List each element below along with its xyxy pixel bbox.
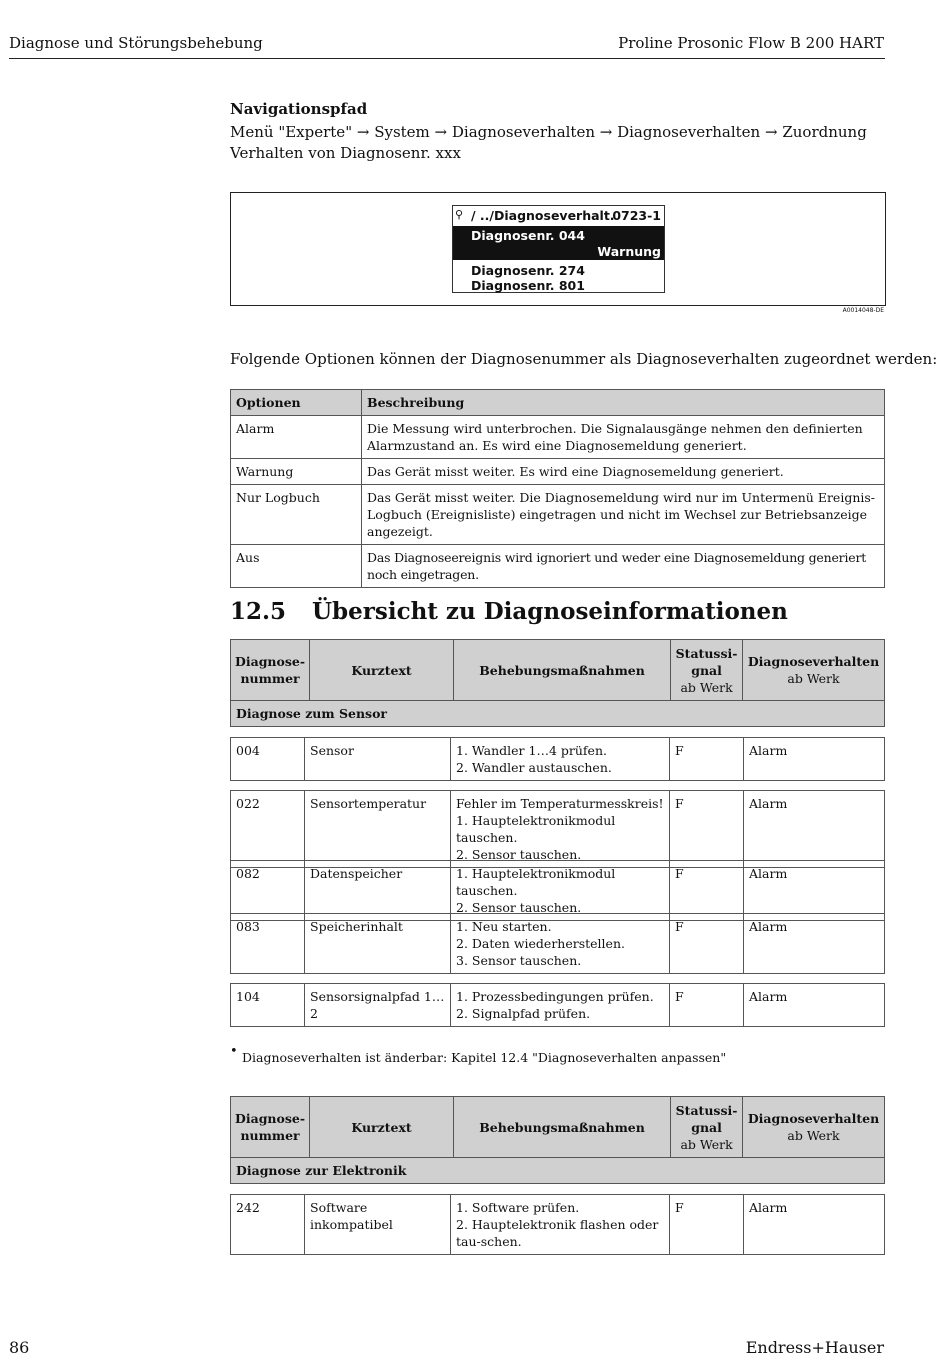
diag-status: F: [670, 1195, 744, 1255]
group-label: Diagnose zum Sensor: [231, 701, 885, 727]
table-row: [231, 485, 885, 545]
remedy-line: 3. Sensor tauschen.: [456, 953, 582, 968]
option-name: Nur Logbuch: [231, 485, 362, 545]
col-diagnoseverhalten-sub: ab Werk: [787, 1128, 840, 1143]
table-row: [231, 416, 885, 459]
diag-remedy: [451, 861, 670, 921]
table-row: [230, 790, 885, 868]
remedy-line: 1. Software prüfen.: [456, 1200, 580, 1215]
display-item: Diagnosenr. 801: [471, 278, 585, 293]
section-number: 12.5: [230, 598, 287, 625]
options-header-option: Optionen: [231, 390, 362, 416]
remedy-line: 1. Neu starten.: [456, 919, 552, 934]
diag-short-text: Sensor: [305, 738, 451, 781]
diag-number: 242: [231, 1195, 305, 1255]
footnote-text: Diagnoseverhalten ist änderbar: Kapitel 12.4 "Diagnoseverhalten anpassen": [242, 1050, 727, 1065]
table-row: [230, 983, 885, 1027]
header-rule: [9, 58, 885, 59]
option-description: Das Diagnoseereignis wird ignoriert und weder eine Diagnosemeldung generiert noch eingetragen.: [362, 545, 885, 588]
tool-icon: ⚲: [455, 208, 464, 221]
option-description: Das Gerät misst weiter. Die Diagnosemeldung wird nur im Untermenü Ereignis-Logbuch (Ereignisliste) eingetragen und nicht im Wechsel zur Betriebsanzeige angezeigt.: [362, 485, 885, 545]
col-behebung: Behebungsmaßnahmen: [454, 1097, 671, 1158]
remedy-line: 1. Hauptelektronikmodul tauschen.: [456, 866, 616, 898]
diag-behavior: Alarm: [744, 1195, 885, 1255]
col-diagnose-nummer: Diagnose-nummer: [231, 1097, 310, 1158]
footnote: [230, 1044, 727, 1065]
nav-path-title: Navigationspfad: [230, 100, 368, 118]
table-row: [230, 737, 885, 781]
page-number: 86: [9, 1338, 30, 1357]
diag-behavior: Alarm: [744, 984, 885, 1027]
section-title: Übersicht zu Diagnoseinformationen: [312, 598, 788, 625]
display-header: [453, 206, 664, 225]
remedy-line: 2. Sensor tauschen.: [456, 900, 582, 915]
table-row: [231, 545, 885, 588]
header-section-title: Diagnose und Störungsbehebung: [9, 34, 263, 52]
diag-remedy: [451, 738, 670, 781]
diag-status: F: [670, 984, 744, 1027]
option-description: Das Gerät misst weiter. Es wird eine Diagnosemeldung generiert.: [362, 459, 885, 485]
options-table: [230, 389, 885, 588]
section-heading: [230, 598, 788, 625]
col-kurztext: Kurztext: [310, 640, 454, 701]
col-statussignal: [671, 640, 743, 701]
options-intro: Folgende Optionen können der Diagnosenummer als Diagnoseverhalten zugeordnet werden:: [230, 350, 938, 368]
option-name: Alarm: [231, 416, 362, 459]
diag-remedy: [451, 1195, 670, 1255]
col-diagnoseverhalten-label: Diagnoseverhalten: [747, 1111, 880, 1126]
diag-behavior: Alarm: [744, 914, 885, 974]
diag-status: F: [670, 738, 744, 781]
col-behebung: Behebungsmaßnahmen: [454, 640, 671, 701]
table-row: [230, 860, 885, 921]
col-diagnoseverhalten-sub: ab Werk: [787, 671, 840, 686]
remedy-line: 2. Wandler austauschen.: [456, 760, 612, 775]
display-figure: [230, 192, 886, 306]
diag-behavior: Alarm: [744, 738, 885, 781]
col-statussignal-label: Statussi-gnal: [675, 645, 738, 678]
remedy-line: 2. Daten wiederherstellen.: [456, 936, 625, 951]
options-header-description: Beschreibung: [362, 390, 885, 416]
col-diagnoseverhalten: [743, 640, 885, 701]
electronics-table-header: [230, 1096, 885, 1184]
footnote-marker: •: [230, 1044, 238, 1059]
diag-number: 104: [231, 984, 305, 1027]
diag-status: F: [670, 791, 744, 868]
col-diagnoseverhalten: [743, 1097, 885, 1158]
option-name: Aus: [231, 545, 362, 588]
display-selected-name: Diagnosenr. 044: [471, 228, 585, 243]
diag-short-text: Sensorsignalpfad 1…2: [305, 984, 451, 1027]
remedy-line: 1. Wandler 1…4 prüfen.: [456, 743, 607, 758]
remedy-line: 2. Signalpfad prüfen.: [456, 1006, 591, 1021]
diag-short-text: Speicherinhalt: [305, 914, 451, 974]
remedy-line: 2. Sensor tauschen.: [456, 847, 582, 862]
diag-number: 004: [231, 738, 305, 781]
diag-status: F: [670, 861, 744, 921]
diag-short-text: Datenspeicher: [305, 861, 451, 921]
diag-remedy: [451, 791, 670, 868]
diag-number: 082: [231, 861, 305, 921]
col-kurztext: Kurztext: [310, 1097, 454, 1158]
diag-behavior: Alarm: [744, 791, 885, 868]
table-row: [230, 913, 885, 974]
remedy-line: Fehler im Temperaturmesskreis!: [456, 796, 664, 811]
col-diagnose-nummer: Diagnose-nummer: [231, 640, 310, 701]
display-header-code: 0723-1: [612, 208, 661, 223]
diag-number: 083: [231, 914, 305, 974]
col-statussignal: [671, 1097, 743, 1158]
display-selected-item: [453, 226, 664, 260]
diag-short-text: Sensortemperatur: [305, 791, 451, 868]
diag-status: F: [670, 914, 744, 974]
option-description: Die Messung wird unterbrochen. Die Signalausgänge nehmen den definierten Alarmzustand an. Es wird eine Diagnosemeldung generiert.: [362, 416, 885, 459]
col-diagnoseverhalten-label: Diagnoseverhalten: [747, 654, 880, 669]
table-row: [231, 459, 885, 485]
display-selected-value: Warnung: [597, 244, 661, 259]
device-display: [452, 205, 665, 293]
col-statussignal-sub: ab Werk: [680, 1136, 733, 1152]
table-row: [230, 1194, 885, 1255]
diag-remedy: [451, 984, 670, 1027]
remedy-line: 1. Hauptelektronikmodul tauschen.: [456, 813, 616, 845]
col-statussignal-sub: ab Werk: [680, 679, 733, 695]
remedy-line: 1. Prozessbedingungen prüfen.: [456, 989, 654, 1004]
nav-path-text: Menü "Experte" → System → Diagnoseverhalten → Diagnoseverhalten → Zuordnung Verhalten von Diagnosenr. xxx: [230, 123, 867, 162]
sensor-table-header: [230, 639, 885, 727]
group-label: Diagnose zur Elektronik: [231, 1158, 885, 1184]
header-product-title: Proline Prosonic Flow B 200 HART: [618, 34, 884, 52]
option-name: Warnung: [231, 459, 362, 485]
col-statussignal-label: Statussi-gnal: [675, 1102, 738, 1135]
diag-behavior: Alarm: [744, 861, 885, 921]
diag-remedy: [451, 914, 670, 974]
display-item: Diagnosenr. 274: [471, 263, 585, 278]
footer-brand: Endress+Hauser: [745, 1338, 884, 1357]
figure-code: A0014048-DE: [842, 307, 884, 314]
remedy-line: 2. Hauptelektronik flashen oder tau-schen.: [456, 1217, 659, 1249]
display-header-path: / ../Diagnoseverhalt.: [471, 208, 615, 223]
diag-short-text: Software inkompatibel: [305, 1195, 451, 1255]
diag-number: 022: [231, 791, 305, 868]
